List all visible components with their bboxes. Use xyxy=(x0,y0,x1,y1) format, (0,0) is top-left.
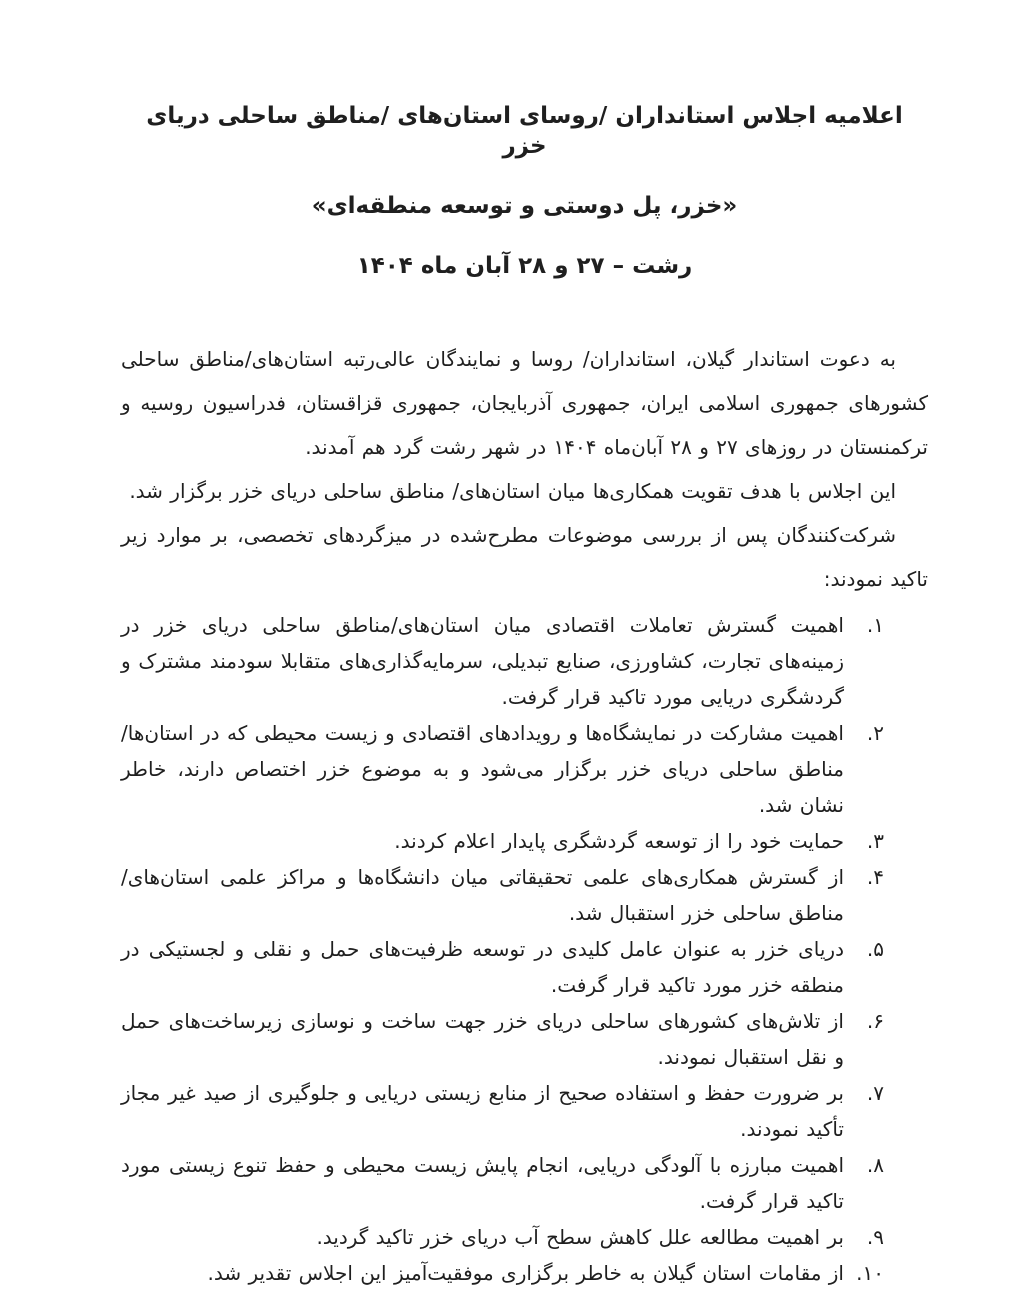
list-item-1-number: ۱. xyxy=(866,613,884,637)
resolutions-list xyxy=(121,607,928,1291)
list-item-4-text: از گسترش همکاری‌های علمی تحقیقاتی میان دانشگاه‌ها و مراکز علمی استان‌های/ مناطق ساحلی خزر استقبال شد. xyxy=(121,865,844,925)
document-subtitle: «خزر، پل دوستی و توسعه منطقه‌ای» xyxy=(311,193,738,219)
list-item-9-text: بر اهمیت مطالعه علل کاهش سطح آب دریای خزر تاکید گردید. xyxy=(316,1225,844,1249)
list-item-3 xyxy=(121,823,928,859)
list-item-5-text: دریای خزر به عنوان عامل کلیدی در توسعه ظرفیت‌های حمل و نقلی و لجستیکی در منطقه خزر مورد تاکید قرار گرفت. xyxy=(121,937,844,997)
intro-section xyxy=(121,337,928,601)
list-item-10-number: ۱۰. xyxy=(856,1261,884,1285)
document-title: اعلامیه اجلاس استانداران /روسای استان‌های /مناطق ساحلی دریای خزر xyxy=(146,103,903,159)
list-item-10-text: از مقامات استان گیلان به خاطر برگزاری موفقیت‌آمیز این اجلاس تقدیر شد. xyxy=(207,1261,844,1285)
title-block xyxy=(121,0,928,281)
document-date-line: رشت – ۲۷ و ۲۸ آبان ماه ۱۴۰۴ xyxy=(356,253,693,279)
list-item-9-number: ۹. xyxy=(866,1225,884,1249)
list-item-5 xyxy=(121,931,928,1003)
list-item-8 xyxy=(121,1147,928,1219)
list-item-1 xyxy=(121,607,928,715)
list-item-4 xyxy=(121,859,928,931)
list-item-5-number: ۵. xyxy=(866,937,884,961)
list-item-8-text: اهمیت مبارزه با آلودگی دریایی، انجام پایش زیست محیطی و حفظ تنوع زیستی مورد تاکید قرار گرفت. xyxy=(121,1153,844,1213)
list-item-9 xyxy=(121,1219,928,1255)
list-item-7-text: بر ضرورت حفظ و استفاده صحیح از منابع زیستی دریایی و جلوگیری از صید غیر مجاز تأکید نمودند. xyxy=(121,1081,844,1141)
list-item-7 xyxy=(121,1075,928,1147)
list-item-10 xyxy=(121,1255,928,1291)
document-content xyxy=(121,0,928,1291)
list-item-3-text: حمایت خود را از توسعه گردشگری پایدار اعلام کردند. xyxy=(394,829,844,853)
list-item-2 xyxy=(121,715,928,823)
intro-paragraph-purpose: این اجلاس با هدف تقویت همکاری‌ها میان استان‌های/ مناطق ساحلی دریای خزر برگزار شد. xyxy=(129,479,896,503)
list-item-4-number: ۴. xyxy=(866,865,884,889)
intro-paragraph-participants: شرکت‌کنندگان پس از بررسی موضوعات مطرح‌شده در میزگردهای تخصصی، بر موارد زیر تاکید نمودند: xyxy=(121,523,928,591)
list-item-7-number: ۷. xyxy=(866,1081,884,1105)
list-item-3-number: ۳. xyxy=(866,829,884,853)
list-item-8-number: ۸. xyxy=(866,1153,884,1177)
list-item-6-number: ۶. xyxy=(866,1009,884,1033)
list-item-6 xyxy=(121,1003,928,1075)
list-item-2-number: ۲. xyxy=(866,721,884,745)
intro-paragraph-invitation: به دعوت استاندار گیلان، استانداران/ روسا و نمایندگان عالی‌رتبه استان‌های/مناطق ساحلی کشورهای جمهوری اسلامی ایران، جمهوری آذربایجان، جمهوری قزاقستان، فدراسیون روسیه و ترکمنستان در روزهای ۲۷ و ۲۸ آبان‌ماه ۱۴۰۴ در شهر رشت گرد هم آمدند. xyxy=(121,347,928,459)
list-item-1-text: اهمیت گسترش تعاملات اقتصادی میان استان‌های/مناطق ساحلی دریای خزر در زمینه‌های تجارت، کشاورزی، صنایع تبدیلی، سرمایه‌گذاری‌های متقابلا سودمند مشترک و گردشگری دریایی مورد تاکید قرار گرفت. xyxy=(121,613,844,709)
list-item-2-text: اهمیت مشارکت در نمایشگاه‌ها و رویدادهای اقتصادی و زیست محیطی که در استان‌ها/ مناطق ساحلی دریای خزر برگزار می‌شود و به موضوع خزر اختصاص دارند، خاطر نشان شد. xyxy=(121,721,844,817)
list-item-6-text: از تلاش‌های کشورهای ساحلی دریای خزر جهت ساخت و نوسازی زیرساخت‌های حمل و نقل استقبال نمودند. xyxy=(121,1009,844,1069)
